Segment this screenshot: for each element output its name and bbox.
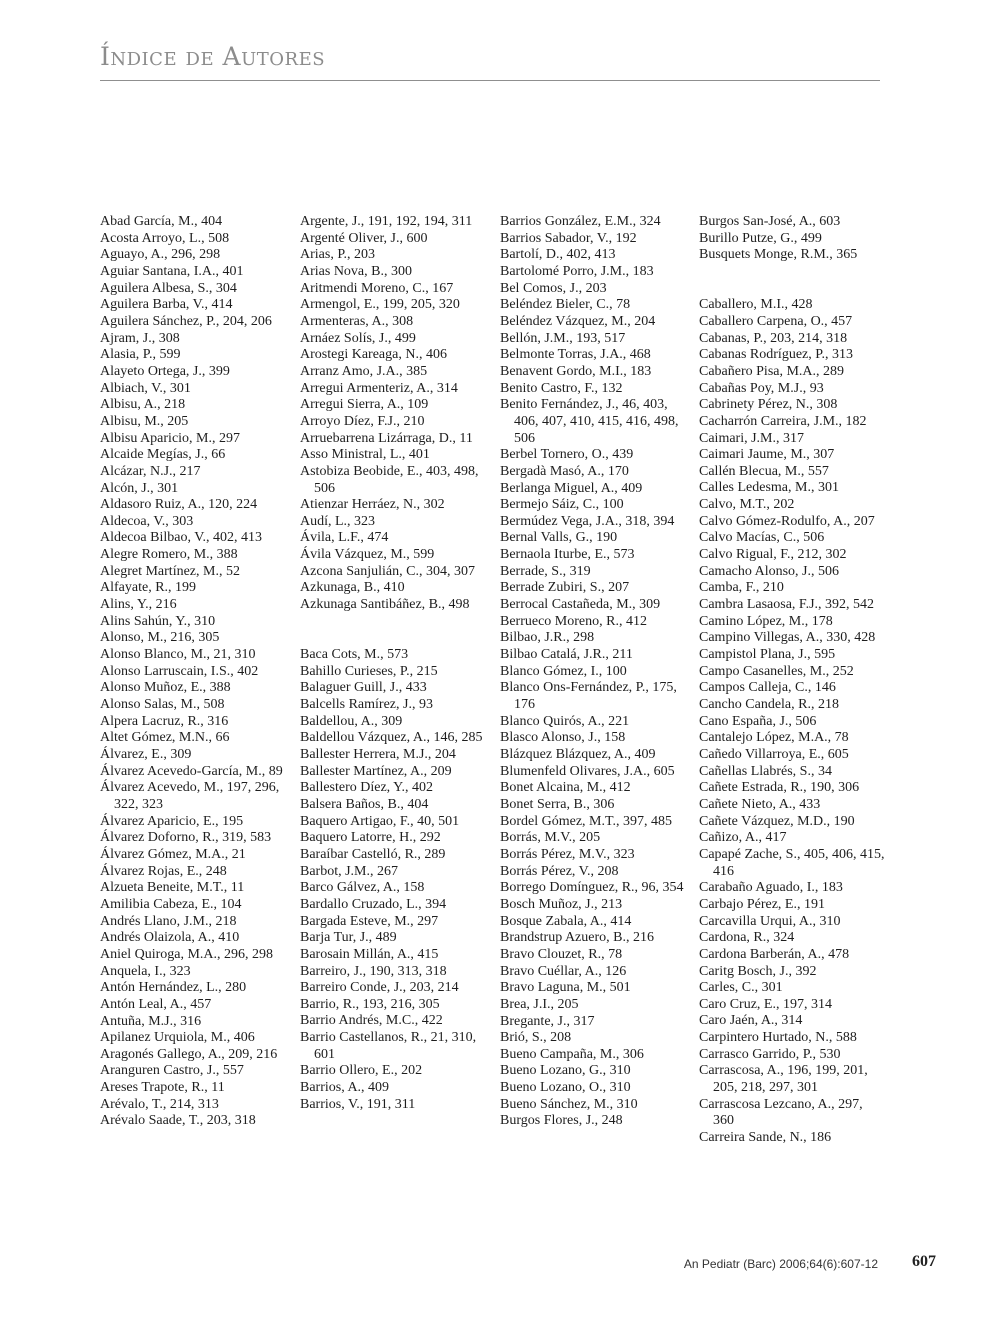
author-entry: Borrás, M.V., 205 — [500, 830, 601, 846]
author-entry: Bartolomé Porro, J.M., 183 — [500, 263, 654, 279]
author-entry: Cantalejo López, M.A., 78 — [699, 730, 849, 746]
author-entry: Caro Cruz, E., 197, 314 — [699, 996, 832, 1012]
author-entry: Arranz Amo, J.A., 385 — [300, 363, 428, 379]
author-entry: Ballester Martínez, A., 209 — [300, 763, 452, 779]
author-entry: Arostegi Kareaga, N., 406 — [300, 347, 447, 363]
author-entry: Antuña, M.J., 316 — [100, 1013, 202, 1029]
author-entry: Aranguren Castro, J., 557 — [100, 1063, 244, 1079]
author-entry: Alonso, M., 216, 305 — [100, 630, 220, 646]
author-entry: Álvarez Acevedo, M., 197, 296, 322, 323 — [100, 780, 280, 812]
author-entry: Antón Leal, A., 457 — [100, 996, 212, 1012]
author-entry: Calles Ledesma, M., 301 — [699, 480, 839, 496]
author-entry: Arregui Sierra, A., 109 — [300, 397, 429, 413]
author-entry: Barrios Sabador, V., 192 — [500, 230, 637, 246]
author-entry: Bueno Lozano, G., 310 — [500, 1063, 631, 1079]
author-entry: Blázquez Blázquez, A., 409 — [500, 747, 656, 762]
author-entry: Azkunaga Santibáñez, B., 498 — [300, 597, 470, 613]
author-entry: Campino Villegas, A., 330, 428 — [699, 630, 876, 646]
author-entry: Arévalo, T., 214, 313 — [100, 1096, 219, 1112]
author-entry: Carcavilla Urqui, A., 310 — [699, 913, 841, 929]
author-entry: Alonso Salas, M., 508 — [100, 697, 225, 713]
author-entry: Carrascosa, A., 196, 199, 201, 205, 218, 297, 301 — [699, 1063, 868, 1096]
author-entry: Blanco Quirós, A., 221 — [500, 713, 630, 729]
author-entry: Bonet Alcaina, M., 412 — [500, 780, 631, 796]
author-entry: Armenteras, A., 308 — [300, 313, 414, 329]
author-entry: Bernal Valls, G., 190 — [500, 530, 618, 546]
author-entry: Berbel Tornero, O., 439 — [500, 447, 634, 463]
index-column-2 — [300, 214, 488, 1113]
author-entry: Carreira Sande, N., 186 — [699, 1130, 832, 1146]
author-entry: Cabañas Poy, M.J., 93 — [699, 380, 824, 396]
author-entry: Alonso Blanco, M., 21, 310 — [100, 647, 256, 663]
author-entry: Arruebarrena Lizárraga, D., 11 — [300, 430, 473, 446]
author-entry: Alins, Y., 216 — [100, 597, 177, 613]
author-entry: Alcaide Megías, J., 66 — [100, 447, 226, 463]
author-entry: Capapé Zache, S., 405, 406, 415, 416 — [699, 846, 885, 879]
author-entry: Caballero Carpena, O., 457 — [699, 313, 853, 329]
author-entry: Cañete Nieto, A., 433 — [699, 796, 821, 812]
author-entry: Audí, L., 323 — [300, 513, 376, 529]
author-entry: Ajram, J., 308 — [100, 330, 180, 346]
author-entry: Anquela, I., 323 — [100, 963, 191, 979]
author-entry: Bravo Laguna, M., 501 — [500, 980, 631, 996]
author-entry: Argente, J., 191, 192, 194, 311 — [300, 214, 473, 229]
author-entry: Borrás Pérez, V., 208 — [500, 863, 619, 879]
author-entry: Alegret Martínez, M., 52 — [100, 563, 240, 579]
author-entry: Arregui Armenteriz, A., 314 — [300, 380, 458, 396]
author-entry: Cambra Lasaosa, F.J., 392, 542 — [699, 597, 875, 613]
author-entry: Baraíbar Castelló, R., 289 — [300, 846, 446, 862]
author-entry: Barreiro Conde, J., 203, 214 — [300, 980, 459, 996]
author-entry: Cañedo Villarroya, E., 605 — [699, 746, 849, 762]
author-entry: Azkunaga, B., 410 — [300, 580, 405, 596]
author-entry: Brió, S., 208 — [500, 1030, 572, 1046]
author-entry: Álvarez Gómez, M.A., 21 — [100, 846, 246, 862]
author-entry: Ballestero Díez, Y., 402 — [300, 780, 433, 796]
author-entry: Cañete Estrada, R., 190, 306 — [699, 780, 860, 796]
author-entry: Cacharrón Carreira, J.M., 182 — [699, 413, 867, 429]
author-entry: Álvarez Rojas, E., 248 — [100, 863, 227, 879]
author-entry: Burgos San-José, A., 603 — [699, 214, 841, 229]
author-entry: Albisu, M., 205 — [100, 413, 189, 429]
author-entry: Belmonte Torras, J.A., 468 — [500, 347, 651, 363]
author-entry: Bonet Serra, B., 306 — [500, 796, 615, 812]
author-entry: Bravo Clouzet, R., 78 — [500, 946, 623, 962]
author-entry: Berrueco Moreno, R., 412 — [500, 613, 647, 629]
author-entry: Barrios, A., 409 — [300, 1080, 390, 1096]
author-entry: Barosain Millán, A., 415 — [300, 946, 439, 962]
author-entry: Calvo Rigual, F., 212, 302 — [699, 547, 847, 563]
author-entry: Burillo Putze, G., 499 — [699, 230, 822, 246]
author-entry: Caballero, M.I., 428 — [699, 297, 813, 313]
author-entry: Asso Ministral, L., 401 — [300, 447, 430, 463]
author-entry: Antón Hernández, L., 280 — [100, 980, 247, 996]
author-entry: Caimari Jaume, M., 307 — [699, 447, 835, 463]
author-entry: Cardona Barberán, A., 478 — [699, 946, 850, 962]
author-entry: Campistol Plana, J., 595 — [699, 647, 836, 663]
journal-citation: An Pediatr (Barc) 2006;64(6):607-12 — [683, 1257, 878, 1271]
author-entry: Acosta Arroyo, L., 508 — [100, 230, 230, 246]
author-entry: Arias Nova, B., 300 — [300, 263, 412, 279]
author-entry: Alegre Romero, M., 388 — [100, 547, 238, 563]
author-entry: Camacho Alonso, J., 506 — [699, 563, 839, 579]
author-entry: Alins Sahún, Y., 310 — [100, 613, 216, 629]
author-entry: Carles, C., 301 — [699, 980, 783, 996]
author-entry: Aguilera Barba, V., 414 — [100, 297, 233, 313]
author-entry: Alonso Larruscain, I.S., 402 — [100, 663, 259, 679]
index-column-1 — [100, 214, 288, 1130]
author-entry: Bravo Cuéllar, A., 126 — [500, 963, 627, 979]
author-entry: Berrade Zubiri, S., 207 — [500, 580, 630, 596]
author-entry: Bueno Campaña, M., 306 — [500, 1046, 644, 1062]
author-entry: Altet Gómez, M.N., 66 — [100, 730, 230, 746]
author-entry: Camino López, M., 178 — [699, 613, 833, 629]
author-entry: Barrio Castellanos, R., 21, 310, 601 — [300, 1030, 477, 1062]
author-entry: Blanco Gómez, I., 100 — [500, 663, 627, 679]
author-entry: Aniel Quiroga, M.A., 296, 298 — [100, 946, 274, 962]
author-entry: Balaguer Guill, J., 433 — [300, 680, 427, 696]
page-title: Índice de Autores — [100, 42, 326, 71]
author-entry: Baca Cots, M., 573 — [300, 647, 409, 663]
author-entry: Alasia, P., 599 — [100, 347, 181, 363]
author-entry: Ávila, L.F., 474 — [300, 530, 389, 546]
author-entry: Arnáez Solís, J., 499 — [300, 330, 416, 346]
author-entry: Astobiza Beobide, E., 403, 498, 506 — [300, 463, 479, 496]
author-entry: Ávila Vázquez, M., 599 — [300, 547, 435, 563]
author-entry: Aguilera Albesa, S., 304 — [100, 280, 237, 296]
author-entry: Cañizo, A., 417 — [699, 830, 787, 846]
page-header — [100, 36, 880, 81]
author-entry: Campo Casanelles, M., 252 — [699, 663, 854, 679]
author-entry: Aguiar Santana, I.A., 401 — [100, 263, 244, 279]
author-entry: Bilbao, J.R., 298 — [500, 630, 595, 646]
author-entry: Barja Tur, J., 489 — [300, 930, 397, 946]
author-entry: Argenté Oliver, J., 600 — [300, 230, 428, 246]
author-entry: Borrego Domínguez, R., 96, 354 — [500, 880, 684, 896]
author-entry: Barrios, V., 191, 311 — [300, 1096, 416, 1112]
author-entry: Bilbao Catalá, J.R., 211 — [500, 647, 633, 663]
index-column-3 — [500, 214, 688, 1130]
author-entry: Brea, J.I., 205 — [500, 996, 579, 1012]
author-entry: Cardona, R., 324 — [699, 930, 795, 946]
author-entry: Blanco Ons-Fernández, P., 175, 176 — [500, 680, 677, 713]
author-entry: Cabrinety Pérez, N., 308 — [699, 397, 838, 413]
author-entry: Andrés Llano, J.M., 218 — [100, 913, 237, 929]
author-entry: Berrade, S., 319 — [500, 563, 591, 579]
author-entry: Baquero Artigao, F., 40, 501 — [300, 813, 460, 829]
author-entry: Campos Calleja, C., 146 — [699, 680, 836, 696]
author-entry: Amilibia Cabeza, E., 104 — [100, 896, 242, 912]
author-entry: Baquero Latorre, H., 292 — [300, 830, 441, 846]
author-entry: Cañellas Llabrés, S., 34 — [699, 763, 832, 779]
author-entry: Álvarez Aparicio, E., 195 — [100, 813, 244, 829]
author-entry: Álvarez Doforno, R., 319, 583 — [100, 830, 272, 846]
author-entry: Blasco Alonso, J., 158 — [500, 730, 626, 746]
author-entry: Alfayate, R., 199 — [100, 580, 197, 596]
author-entry: Calvo Macías, C., 506 — [699, 530, 825, 546]
author-entry: Barrios González, E.M., 324 — [500, 214, 661, 229]
author-entry: Barrio, R., 193, 216, 305 — [300, 996, 440, 1012]
author-entry: Bargada Esteve, M., 297 — [300, 913, 439, 929]
author-entry: Atienzar Herráez, N., 302 — [300, 497, 445, 513]
author-entry: Apilanez Urquiola, M., 406 — [100, 1030, 255, 1046]
author-entry: Bermúdez Vega, J.A., 318, 394 — [500, 513, 675, 529]
author-entry: Benito Castro, F., 132 — [500, 380, 623, 396]
author-entry: Barbot, J.M., 267 — [300, 863, 398, 879]
author-entry: Bosque Zabala, A., 414 — [500, 913, 632, 929]
author-entry: Aguilera Sánchez, P., 204, 206 — [100, 313, 272, 329]
author-entry: Bueno Lozano, O., 310 — [500, 1080, 631, 1096]
author-entry: Bernaola Iturbe, E., 573 — [500, 547, 635, 563]
author-entry: Caritg Bosch, J., 392 — [699, 963, 817, 979]
author-entry: Balsera Baños, B., 404 — [300, 796, 429, 812]
author-entry: Arroyo Díez, F.J., 210 — [300, 413, 425, 429]
author-entry: Bartolí, D., 402, 413 — [500, 247, 616, 263]
author-entry: Azcona Sanjulián, C., 304, 307 — [300, 563, 475, 579]
author-entry: Caimari, J.M., 317 — [699, 430, 804, 446]
author-entry: Álvarez, E., 309 — [100, 747, 192, 762]
author-entry: Blumenfeld Olivares, J.A., 605 — [500, 763, 675, 779]
author-entry: Bahillo Curieses, P., 215 — [300, 663, 438, 679]
author-entry: Bellón, J.M., 193, 517 — [500, 330, 626, 346]
author-entry: Calvo, M.T., 202 — [699, 497, 795, 513]
author-entry: Alonso Muñoz, E., 388 — [100, 680, 231, 696]
author-entry: Cabanas Rodríguez, P., 313 — [699, 347, 853, 363]
index-column-4 — [699, 214, 887, 1147]
author-entry: Bordel Gómez, M.T., 397, 485 — [500, 813, 672, 829]
author-entry: Bergadà Masó, A., 170 — [500, 463, 629, 479]
author-entry: Berlanga Miguel, A., 409 — [500, 480, 643, 496]
author-entry: Alayeto Ortega, J., 399 — [100, 363, 230, 379]
author-entry: Andrés Olaizola, A., 410 — [100, 930, 240, 946]
author-entry: Albisu Aparicio, M., 297 — [100, 430, 240, 446]
author-entry: Beléndez Bieler, C., 78 — [500, 297, 631, 313]
author-entry: Carrasco Garrido, P., 530 — [699, 1046, 841, 1062]
author-entry: Balcells Ramírez, J., 93 — [300, 697, 433, 713]
author-entry: Areses Trapote, R., 11 — [100, 1080, 225, 1096]
author-entry: Arévalo Saade, T., 203, 318 — [100, 1113, 256, 1129]
author-entry: Barreiro, J., 190, 313, 318 — [300, 963, 447, 979]
author-entry: Bermejo Sáiz, C., 100 — [500, 497, 624, 513]
author-entry: Arias, P., 203 — [300, 247, 376, 263]
author-entry: Calvo Gómez-Rodulfo, A., 207 — [699, 513, 875, 529]
author-entry: Carbajo Pérez, E., 191 — [699, 896, 825, 912]
author-entry: Cabañero Pisa, M.A., 289 — [699, 363, 845, 379]
author-entry: Cabanas, P., 203, 214, 318 — [699, 330, 848, 346]
author-entry: Cañete Vázquez, M.D., 190 — [699, 813, 855, 829]
author-entry: Carabaño Aguado, I., 183 — [699, 880, 843, 896]
author-entry: Benito Fernández, J., 46, 403, 406, 407, 410, 415, 416, 498, 506 — [500, 397, 679, 446]
author-entry: Aguayo, A., 296, 298 — [100, 247, 221, 263]
author-entry: Barco Gálvez, A., 158 — [300, 880, 425, 896]
page-number: 607 — [912, 1253, 936, 1270]
author-entry: Carrascosa Lezcano, A., 297, 360 — [699, 1096, 863, 1129]
author-entry: Carpintero Hurtado, N., 588 — [699, 1030, 857, 1046]
author-entry: Berrocal Castañeda, M., 309 — [500, 597, 661, 613]
author-entry: Callén Blecua, M., 557 — [699, 463, 829, 479]
author-entry: Aldasoro Ruiz, A., 120, 224 — [100, 497, 258, 513]
author-entry: Alcón, J., 301 — [100, 480, 179, 496]
author-entry: Aldecoa, V., 303 — [100, 513, 194, 529]
author-entry: Ballester Herrera, M.J., 204 — [300, 746, 456, 762]
author-entry: Beléndez Vázquez, M., 204 — [500, 313, 656, 329]
author-entry: Aldecoa Bilbao, V., 402, 413 — [100, 530, 263, 546]
author-entry: Baldellou, A., 309 — [300, 713, 403, 729]
author-entry: Aragonés Gallego, A., 209, 216 — [100, 1046, 278, 1062]
author-entry: Armengol, E., 199, 205, 320 — [300, 297, 460, 313]
author-entry: Álvarez Acevedo-García, M., 89 — [100, 763, 283, 779]
author-entry: Albiach, V., 301 — [100, 380, 191, 396]
author-entry: Abad García, M., 404 — [100, 214, 223, 229]
author-entry: Camba, F., 210 — [699, 580, 784, 596]
author-entry: Bregante, J., 317 — [500, 1013, 595, 1029]
author-entry: Bosch Muñoz, J., 213 — [500, 896, 623, 912]
author-entry: Cano España, J., 506 — [699, 713, 817, 729]
author-entry: Aritmendi Moreno, C., 167 — [300, 280, 454, 296]
letter-section-gap — [300, 614, 488, 647]
author-entry: Alzueta Beneite, M.T., 11 — [100, 880, 245, 896]
author-entry: Caro Jaén, A., 314 — [699, 1013, 803, 1029]
author-entry: Albisu, A., 218 — [100, 397, 186, 413]
author-entry: Baldellou Vázquez, A., 146, 285 — [300, 730, 483, 746]
author-entry: Alpera Lacruz, R., 316 — [100, 713, 229, 729]
author-entry: Busquets Monge, R.M., 365 — [699, 247, 858, 263]
letter-section-gap — [699, 264, 887, 297]
author-entry: Bel Comos, J., 203 — [500, 280, 607, 296]
author-entry: Burgos Flores, J., 248 — [500, 1113, 623, 1129]
author-entry: Alcázar, N.J., 217 — [100, 463, 201, 479]
author-entry: Barrio Ollero, E., 202 — [300, 1063, 423, 1079]
author-entry: Brandstrup Azuero, B., 216 — [500, 930, 654, 946]
author-entry: Borrás Pérez, M.V., 323 — [500, 846, 635, 862]
author-entry: Barrio Andrés, M.C., 422 — [300, 1013, 443, 1029]
author-entry: Benavent Gordo, M.I., 183 — [500, 363, 652, 379]
author-entry: Bardallo Cruzado, L., 394 — [300, 896, 447, 912]
author-entry: Bueno Sánchez, M., 310 — [500, 1096, 638, 1112]
author-entry: Cancho Candela, R., 218 — [699, 697, 839, 713]
